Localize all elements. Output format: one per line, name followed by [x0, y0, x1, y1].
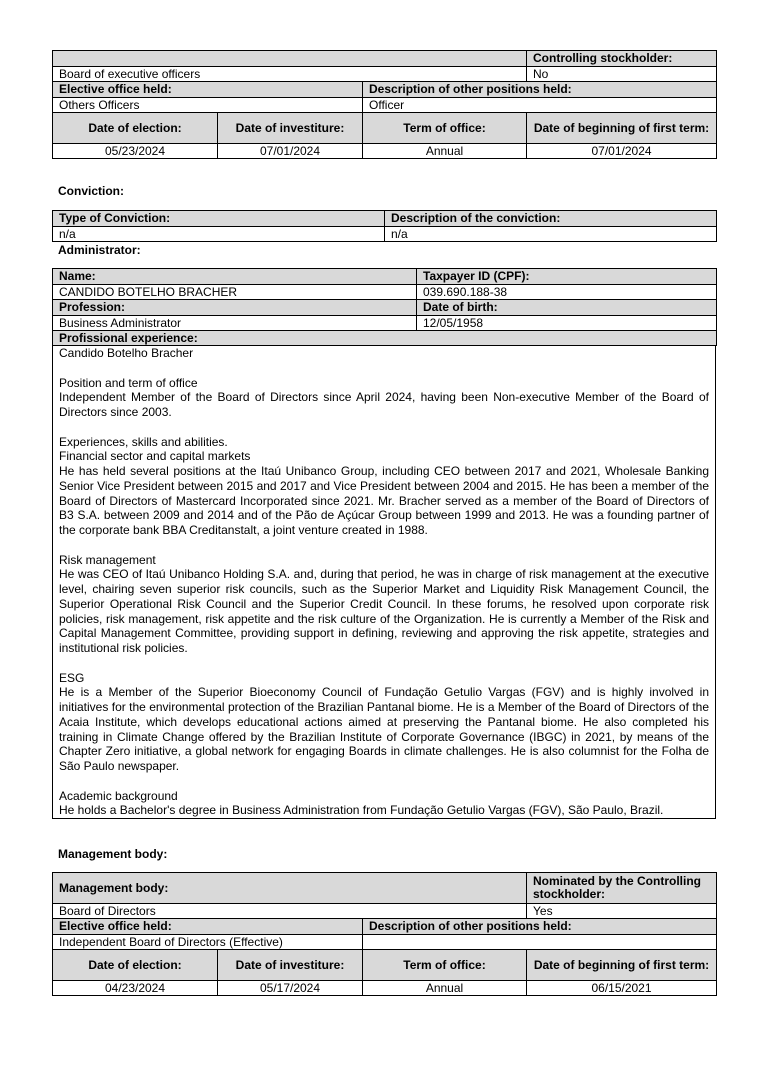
professional-experience-label: Profissional experience:: [53, 331, 717, 346]
mgmt-first-term-value: 06/15/2021: [527, 981, 717, 996]
controlling-stockholder-value: No: [527, 67, 717, 82]
admin-birth-label: Date of birth:: [417, 300, 717, 316]
administrator-table: [52, 268, 717, 346]
admin-cpf-label: Taxpayer ID (CPF):: [417, 269, 717, 285]
bio-esg-text: He is a Member of the Superior Bioeconomy Council of Fundação Getulio Vargas (FGV) and is highly involved in initiatives for the environmental protection of the Brazilian Pantanal biome. He is a Member of the Board of Directors of the Acaia Institute, which develops educational actions aimed at preserving the Pantanal biome. He also completed his training in Climate Change offered by the Brazilian Institute of Corporate Governance (IBGC) in 2021, by means of the Chapter Zero initiative, a global network for engaging Boards in climate challenges. He is also columnist for the Folha de São Paulo newspaper.: [59, 685, 709, 773]
date-investiture-label: Date of investiture:: [218, 113, 363, 144]
mgmt-elective-office-value: Independent Board of Directors (Effective): [53, 935, 363, 950]
conviction-type-label: Type of Conviction:: [53, 211, 385, 227]
nominated-value: Yes: [527, 904, 717, 919]
mgmt-other-positions-value: [363, 935, 717, 950]
bio-academic-text: He holds a Bachelor's degree in Business Administration from Fundação Getulio Vargas (FGV), São Paulo, Brazil.: [59, 803, 664, 818]
date-investiture-value: 07/01/2024: [218, 144, 363, 159]
other-positions-label: Description of other positions held:: [363, 82, 717, 98]
bio-financial-text: He has held several positions at the Itaú Unibanco Group, including CEO between 2017 and 2021, Wholesale Banking Senior Vice President between 2015 and 2017 and Vice President between 2004 and 2015. He has been a member of the Board of Directors of Mastercard Incorporated since 2021. Mr. Bracher served as a member of the Board of Directors of B3 S.A. between 2009 and 2014 and of the Pão de Açúcar Group between 1999 and 2013. He was a founding partner of the corporate bank BBA Creditanstalt, a joint venture created in 1988.: [59, 464, 709, 537]
nominated-label: Nominated by the Controlling stockholder:: [527, 873, 717, 904]
conviction-type-value: n/a: [53, 227, 385, 242]
bio-position-heading: Position and term of office: [59, 375, 198, 390]
bio-financial-heading: Financial sector and capital markets: [59, 449, 251, 464]
bio-risk-heading: Risk management: [59, 552, 156, 567]
mgmt-term-label: Term of office:: [363, 950, 527, 981]
bio-experience-heading: Experiences, skills and abilities.: [59, 434, 228, 449]
professional-experience-text: [52, 345, 716, 819]
conviction-heading: Conviction:: [58, 184, 124, 198]
management-body-value: Board of Directors: [53, 904, 527, 919]
bio-academic-heading: Academic background: [59, 788, 178, 803]
term-label: Term of office:: [363, 113, 527, 144]
mgmt-date-election-value: 04/23/2024: [53, 981, 218, 996]
conviction-description-value: n/a: [385, 227, 717, 242]
administrator-heading: Administrator:: [58, 243, 141, 257]
mgmt-other-positions-label: Description of other positions held:: [363, 919, 717, 935]
executive-officers-table: [52, 50, 717, 159]
elective-office-label: Elective office held:: [53, 82, 363, 98]
management-body-label: Management body:: [53, 873, 527, 904]
table-header-blank: [53, 51, 527, 67]
management-heading: Management body:: [58, 847, 168, 861]
conviction-table: [52, 210, 717, 242]
conviction-description-label: Description of the conviction:: [385, 211, 717, 227]
admin-profession-label: Profession:: [53, 300, 417, 316]
admin-birth-value: 12/05/1958: [417, 316, 717, 331]
mgmt-date-election-label: Date of election:: [53, 950, 218, 981]
bio-risk-text: He was CEO of Itaú Unibanco Holding S.A. and, during that period, he was in charge of risk management at the executive level, chairing seven superior risk councils, such as the Superior Market and Liquidity Risk Management Council, the Superior Operational Risk Council and the Superior Credit Council. In these forums, he resolved upon corporate risk policies, risk management, risk appetite and the risk culture of the Organization. He is currently a Member of the Risk and Capital Management Committee, providing support in defining, reviewing and approving the risk appetite, strategies and institutional risk policies.: [59, 567, 709, 655]
mgmt-date-investiture-value: 05/17/2024: [218, 981, 363, 996]
date-election-value: 05/23/2024: [53, 144, 218, 159]
controlling-stockholder-label: Controlling stockholder:: [527, 51, 717, 67]
first-term-value: 07/01/2024: [527, 144, 717, 159]
mgmt-term-value: Annual: [363, 981, 527, 996]
bio-position-text: Independent Member of the Board of Directors since April 2024, having been Non-executive Member of the Board of Directors since 2003.: [59, 390, 709, 419]
admin-profession-value: Business Administrator: [53, 316, 417, 331]
mgmt-first-term-label: Date of beginning of first term:: [527, 950, 717, 981]
first-term-label: Date of beginning of first term:: [527, 113, 717, 144]
admin-cpf-value: 039.690.188-38: [417, 285, 717, 300]
bio-esg-heading: ESG: [59, 670, 85, 685]
other-positions-value: Officer: [363, 98, 717, 113]
body-name-value: Board of executive officers: [53, 67, 527, 82]
date-election-label: Date of election:: [53, 113, 218, 144]
admin-name-label: Name:: [53, 269, 417, 285]
management-body-table: [52, 872, 717, 996]
mgmt-date-investiture-label: Date of investiture:: [218, 950, 363, 981]
mgmt-elective-office-label: Elective office held:: [53, 919, 363, 935]
bio-name: Candido Botelho Bracher: [59, 346, 194, 360]
elective-office-value: Others Officers: [53, 98, 363, 113]
term-value: Annual: [363, 144, 527, 159]
admin-name-value: CANDIDO BOTELHO BRACHER: [53, 285, 417, 300]
